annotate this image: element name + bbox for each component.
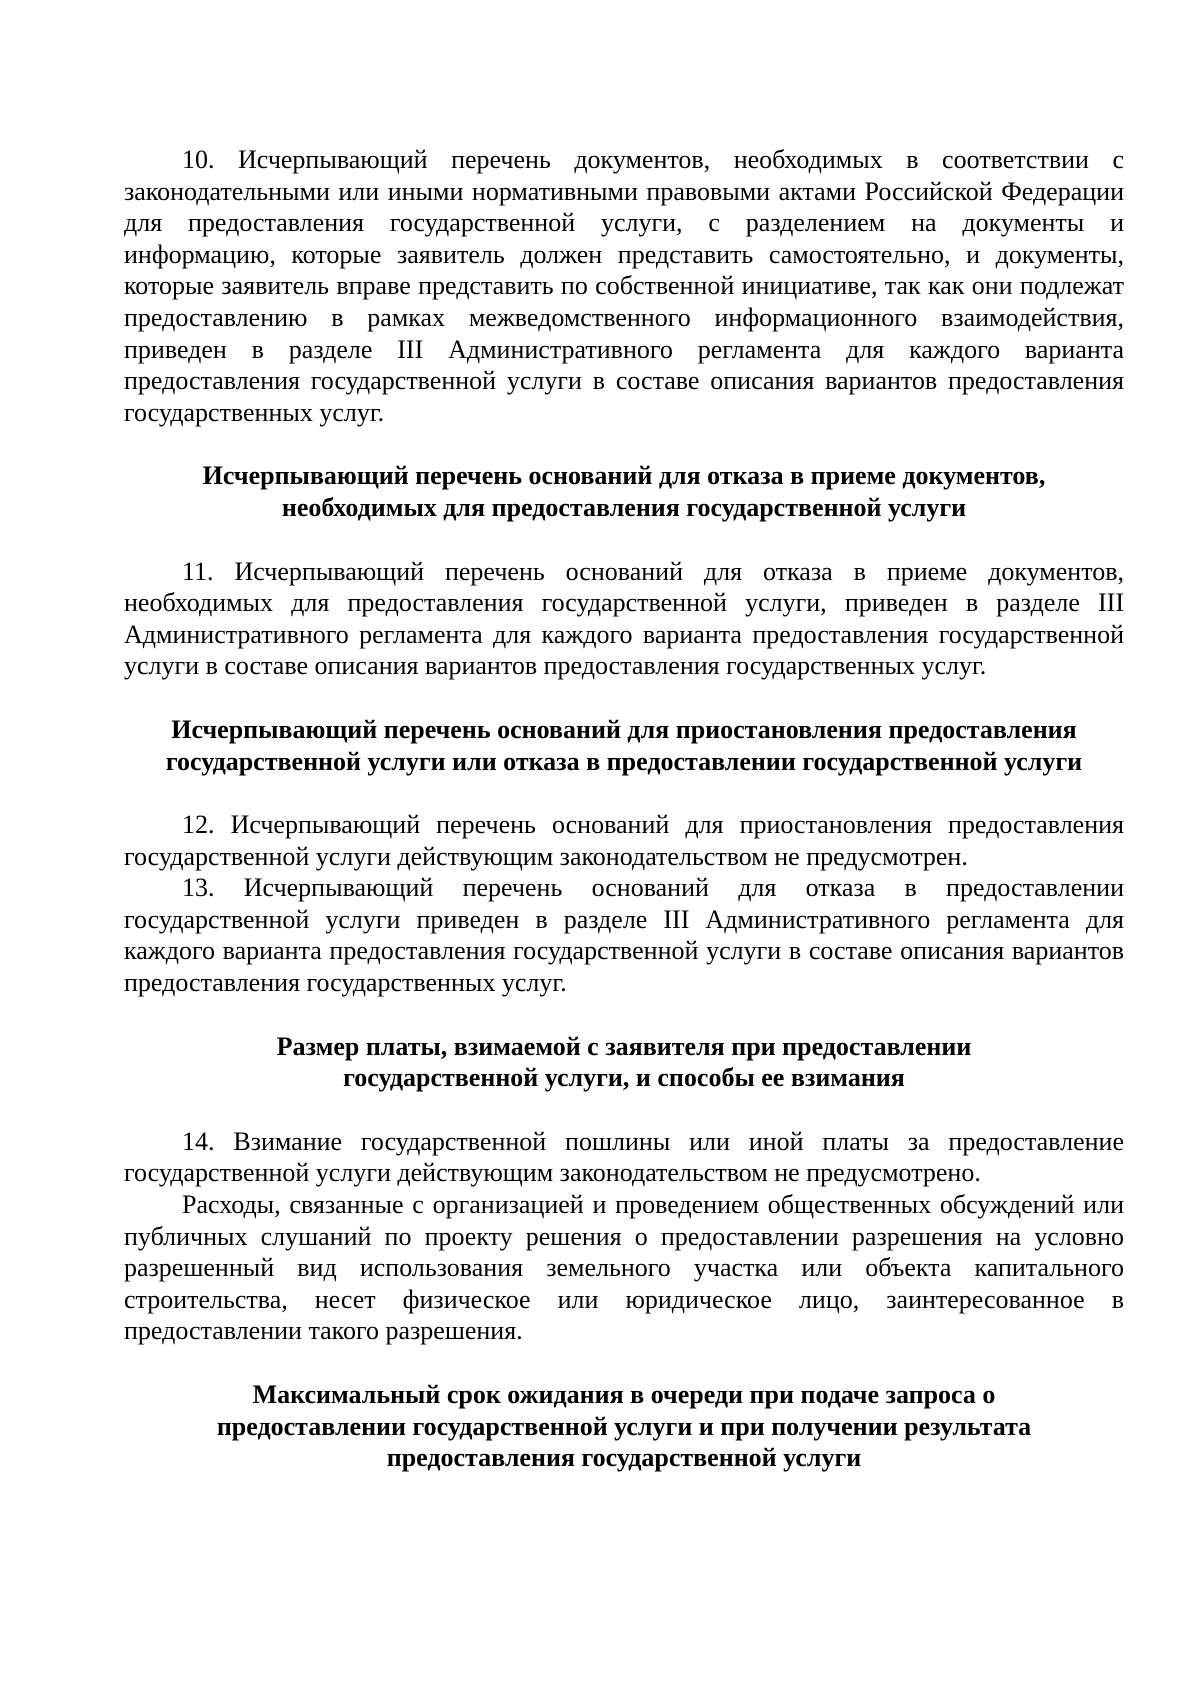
spacer xyxy=(124,777,1124,809)
document-page xyxy=(124,144,1124,1474)
spacer xyxy=(124,428,1124,460)
heading-line: предоставлении государственной услуги и при получении результата xyxy=(216,1411,1032,1441)
section-heading-fees xyxy=(124,1031,1124,1094)
heading-line: Исчерпывающий перечень оснований для приостановления предоставления xyxy=(171,714,1077,744)
spacer xyxy=(124,999,1124,1031)
paragraph-10: 10. Исчерпывающий перечень документов, необходимых в соответствии с законодательными или иными нормативными правовыми актами Российской Федерации для предоставления государственной услуги, с разделением на документы и информацию, которые заявитель должен представить самостоятельно, и документы, которые заявитель вправе представить по собственной инициативе, так как они подлежат предоставлению в рамках межведомственного информационного взаимодействия, приведен в разделе III Административного регламента для каждого варианта предоставления государственной услуги в составе описания вариантов предоставления государственных услуг. xyxy=(124,145,1124,427)
paragraph-12: 12. Исчерпывающий перечень оснований для приостановления предоставления государственной услуги действующим законодательством не предусмотрен. xyxy=(124,810,1124,871)
spacer xyxy=(124,1094,1124,1126)
heading-line: Размер платы, взимаемой с заявителя при предоставлении xyxy=(276,1031,972,1061)
heading-line: государственной услуги, и способы ее взимания xyxy=(343,1063,905,1093)
section-heading-suspension xyxy=(124,714,1124,777)
spacer xyxy=(124,1347,1124,1379)
heading-line: Максимальный срок ожидания в очереди при подаче запроса о xyxy=(252,1380,996,1409)
paragraph-14: 14. Взимание государственной пошлины или иной платы за предоставление государственной услуги действующим законодательством не предусмотрено. xyxy=(124,1126,1124,1188)
paragraph-14-expenses: Расходы, связанные с организацией и проведением общественных обсуждений или публичных слушаний по проекту решения о предоставлении разрешения на условно разрешенный вид использования земельного участка или объекта капитального строительства, несет физическое или юридическое лицо, заинтересованное в предоставлении такого разрешения. xyxy=(124,1190,1124,1346)
heading-line: Исчерпывающий перечень оснований для отказа в приеме документов, xyxy=(202,461,1046,491)
section-heading-waiting-time xyxy=(124,1379,1124,1474)
spacer xyxy=(124,682,1124,714)
section-heading-refusal-acceptance xyxy=(124,460,1124,523)
paragraph-11: 11. Исчерпывающий перечень оснований для отказа в приеме документов, необходимых для предоставления государственной услуги, приведен в разделе III Административного регламента для каждого варианта предоставления государственной услуги в составе описания вариантов предоставления государственных услуг. xyxy=(124,556,1124,681)
heading-line: предоставления государственной услуги xyxy=(386,1443,862,1473)
spacer xyxy=(124,524,1124,556)
heading-line: необходимых для предоставления государственной услуги xyxy=(281,492,967,522)
paragraph-13: 13. Исчерпывающий перечень оснований для отказа в предоставлении государственной услуги приведен в разделе III Административного регламента для каждого варианта предоставления государственной услуги в составе описания вариантов предоставления государственных услуг. xyxy=(124,873,1124,998)
heading-line: государственной услуги или отказа в предоставлении государственной услуги xyxy=(165,746,1083,776)
